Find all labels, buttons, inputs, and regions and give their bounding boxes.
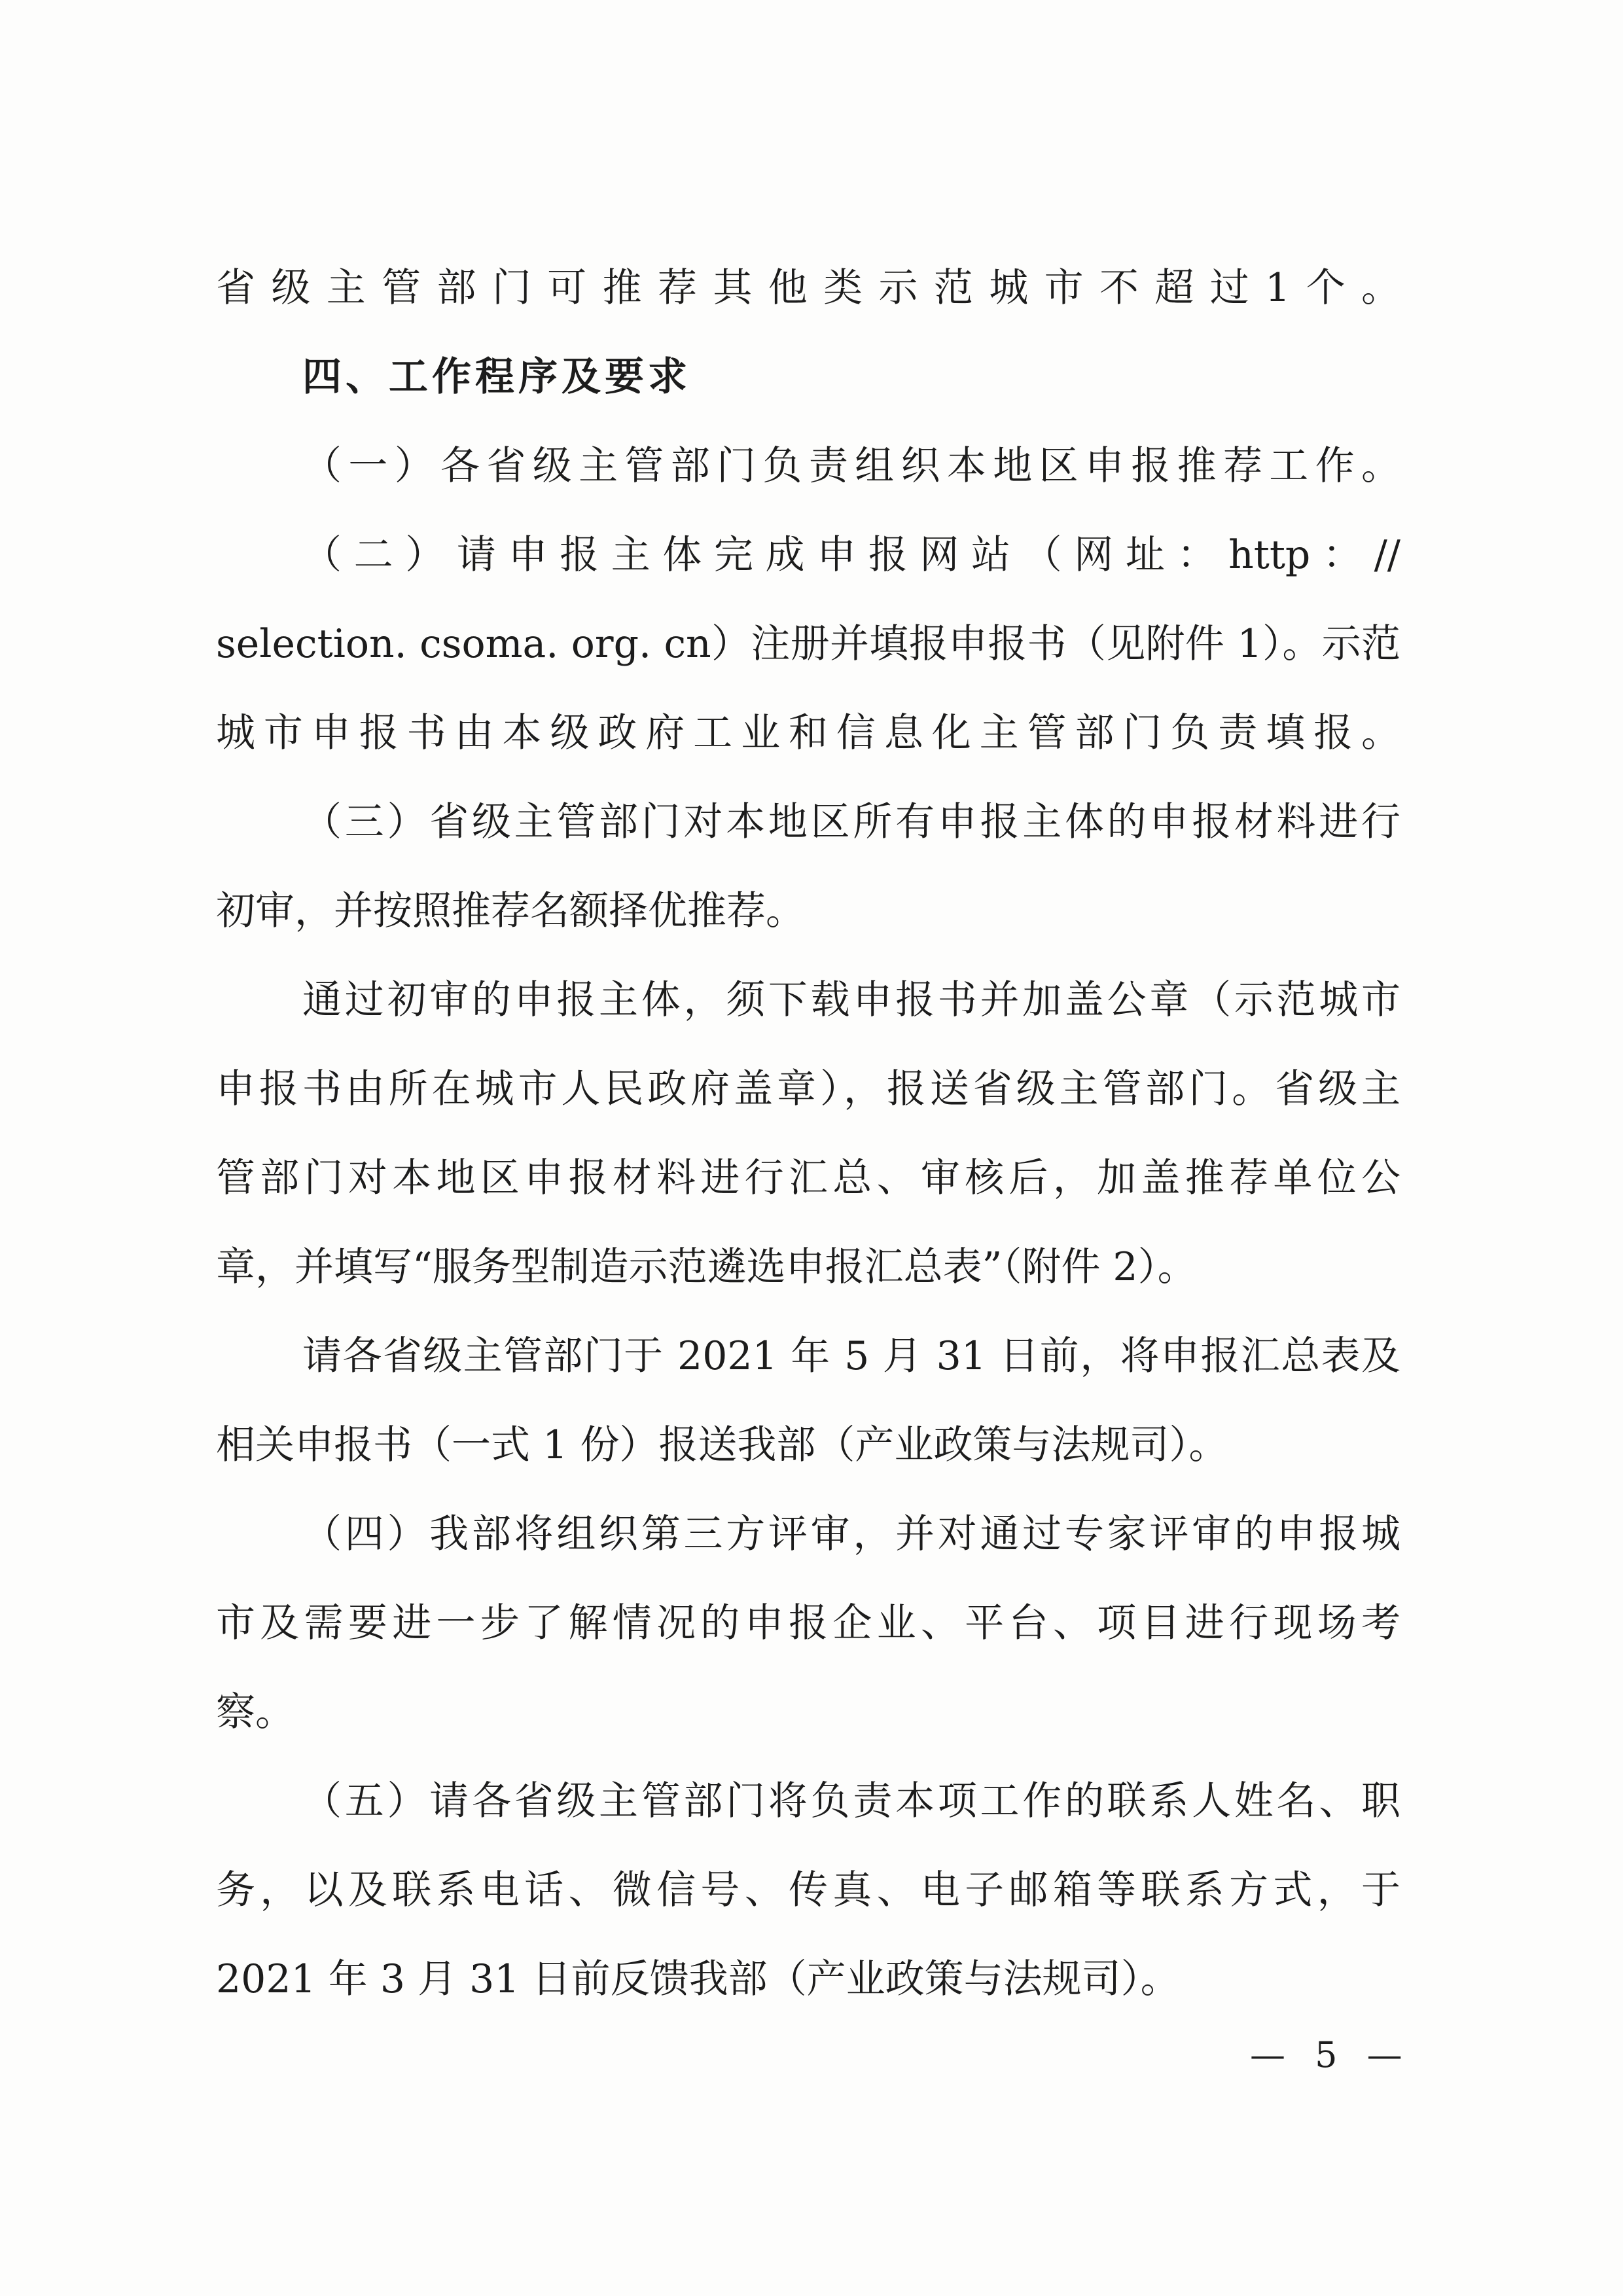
- body-line: （一）各省级主管部门负责组织本地区申报推荐工作。: [302, 443, 1400, 489]
- body-line: 申报书由所在城市人民政府盖章），报送省级主管部门。省级主: [216, 1066, 1400, 1112]
- body-line: 通过初审的申报主体，须下载申报书并加盖公章（示范城市: [302, 977, 1400, 1023]
- body-line: 章，并填写“服务型制造示范遴选申报汇总表”（附件 2）。: [216, 1244, 1197, 1290]
- section-heading: 四、工作程序及要求: [302, 354, 691, 400]
- page-number: — 5 —: [1250, 2034, 1412, 2075]
- body-line: 管部门对本地区申报材料进行汇总、审核后，加盖推荐单位公: [216, 1155, 1400, 1201]
- body-line: 请各省级主管部门于 2021 年 5 月 31 日前，将申报汇总表及: [302, 1333, 1400, 1379]
- body-line: 察。: [216, 1689, 294, 1735]
- body-line: 城市申报书由本级政府工业和信息化主管部门负责填报。: [216, 710, 1400, 756]
- body-line: selection. csoma. org. cn）注册并填报申报书（见附件 1）。示范: [216, 621, 1400, 667]
- body-line: （四）我部将组织第三方评审，并对通过专家评审的申报城: [302, 1511, 1400, 1557]
- body-line: 省级主管部门可推荐其他类示范城市不超过1个。: [216, 265, 1400, 311]
- body-line: 务，以及联系电话、微信号、传真、电子邮箱等联系方式，于: [216, 1867, 1400, 1913]
- body-line: （三）省级主管部门对本地区所有申报主体的申报材料进行: [302, 799, 1400, 845]
- body-line: 相关申报书（一式 1 份）报送我部（产业政策与法规司）。: [216, 1422, 1228, 1468]
- body-line: （五）请各省级主管部门将负责本项工作的联系人姓名、职: [302, 1778, 1400, 1824]
- body-line: 市及需要进一步了解情况的申报企业、平台、项目进行现场考: [216, 1600, 1400, 1646]
- body-line: （二）请申报主体完成申报网站（网址：http：//: [302, 532, 1400, 578]
- body-line: 2021 年 3 月 31 日前反馈我部（产业政策与法规司）。: [216, 1956, 1180, 2002]
- body-line: 初审，并按照推荐名额择优推荐。: [216, 888, 805, 934]
